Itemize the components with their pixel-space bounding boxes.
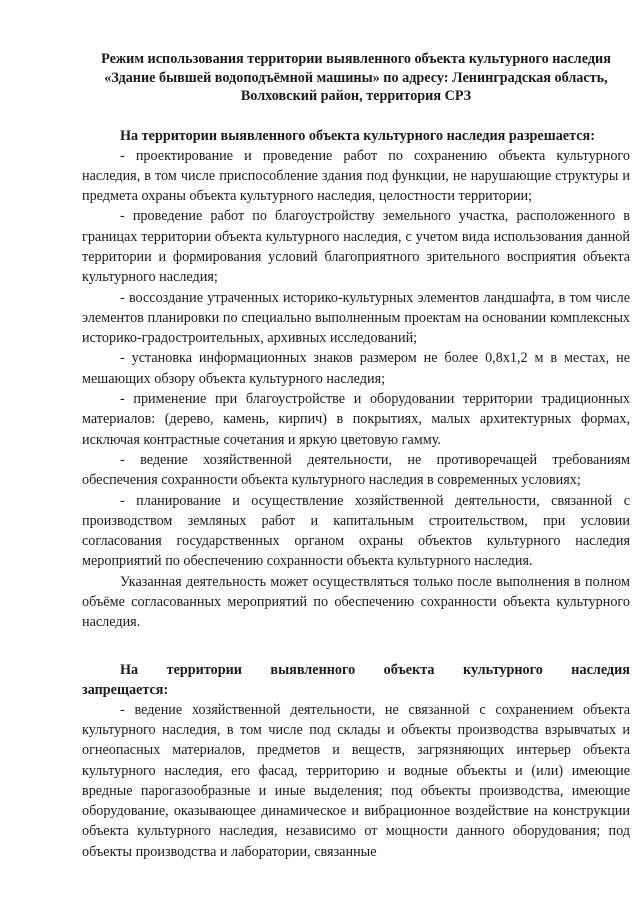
- allowed-heading: На территории выявленного объекта культурного наследия разрешается:: [120, 127, 595, 144]
- allowed-section: [82, 126, 630, 633]
- prohibited-heading-word: объекта: [383, 661, 435, 678]
- prohibited-heading-end: запрещается:: [82, 681, 169, 698]
- prohibited-section: [82, 660, 630, 862]
- prohibited-heading-word: наследия: [571, 661, 630, 678]
- allowed-note: Указанная деятельность может осуществляться только после выполнения в полном объёме согласованных мероприятий по обеспечению сохранности объекта культурного наследия.: [82, 573, 630, 631]
- prohibited-heading-word: культурного: [462, 661, 543, 678]
- prohibited-heading-word: территории: [166, 661, 242, 678]
- prohibited-heading: [82, 660, 630, 680]
- allowed-item: - планирование и осуществление хозяйственной деятельности, связанной с производством земляных работ и капитальным строительством, при условии согласования государственных органом охраны объектов культурного наследия мероприятий по обеспечению сохранности объекта культурного наследия.: [82, 492, 630, 570]
- title-line-2: «Здание бывшей водоподъёмной машины» по адресу: Ленинградская область,: [104, 69, 608, 86]
- allowed-item: - воссоздание утраченных историко-культурных элементов ландшафта, в том числе элементов планировки по специально выполненным проектам на основании комплексных историко-градостроительных, архивных исследований;: [82, 289, 630, 347]
- prohibited-heading-word: На: [120, 661, 139, 678]
- prohibited-item: - ведение хозяйственной деятельности, не связанной с сохранением объекта культурного наследия, в том числе под склады и объекты производства взрывчатых и огнеопасных материалов, предметов и веществ, загрязняющих интерьер объекта культурного наследия, его фасад, территорию и водные объекты и (или) имеющие вредные парогазообразные и иные выделения; под объекты производства, имеющие оборудование, оказывающее динамическое и вибрационное воздействие на конструкции объекта культурного наследия, независимо от мощности данного оборудования; под объекты производства и лаборатории, связанные: [82, 701, 630, 860]
- title-line-3: Волховский район, территория СРЗ: [240, 88, 472, 104]
- allowed-item: - ведение хозяйственной деятельности, не противоречащей требованиям обеспечения сохранности объекта культурного наследия в современных условиях;: [82, 451, 630, 489]
- prohibited-heading-word: выявленного: [270, 661, 356, 678]
- allowed-item: - установка информационных знаков размером не более 0,8х1,2 м в местах, не мешающих обзору объекта культурного наследия;: [82, 350, 630, 387]
- allowed-item: - проектирование и проведение работ по сохранению объекта культурного наследия, в том числе приспособление здания под функции, не нарушающие структуры и предмета охраны объекта культурного наследия, целостности территории;: [82, 147, 630, 205]
- document-title: [82, 50, 630, 106]
- allowed-item: - проведение работ по благоустройству земельного участка, расположенного в границах территории объекта культурного наследия, с учетом вида использования данной территории и формирования условий благоприятного зрительного восприятия объекта культурного наследия;: [82, 208, 630, 286]
- allowed-item: - применение при благоустройстве и оборудовании территории традиционных материалов: (дерево, камень, кирпич) в покрытиях, малых архитектурных формах, исключая контрастные сочетания и яркую цветовую гамму.: [82, 391, 630, 448]
- title-line-1: Режим использования территории выявленного объекта культурного наследия: [101, 51, 611, 67]
